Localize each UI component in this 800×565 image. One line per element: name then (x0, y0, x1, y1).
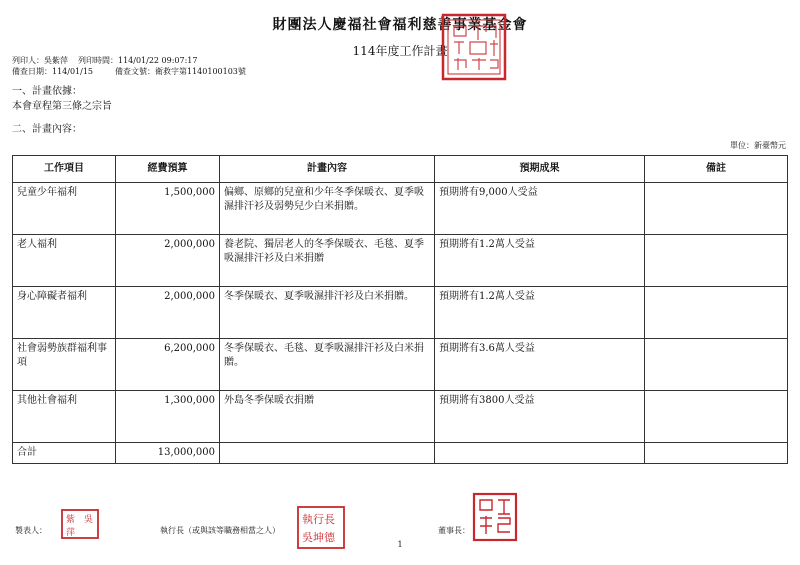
cell-note (645, 287, 788, 339)
cell-note (645, 235, 788, 287)
work-plan-table (12, 155, 788, 464)
cell-plan-content: 冬季保暖衣、夏季吸濕排汗衫及白米捐贈。 (220, 287, 435, 339)
cell-note (645, 339, 788, 391)
cell-plan-content: 外島冬季保暖衣捐贈 (220, 391, 435, 443)
table-row (13, 183, 788, 235)
cell-expected-result: 預期將有1.2萬人受益 (435, 235, 645, 287)
table-row (13, 287, 788, 339)
total-row (13, 443, 788, 464)
table-row (13, 391, 788, 443)
cell-plan-content: 冬季保暖衣、毛毯、夏季吸濕排汗衫及白米捐贈。 (220, 339, 435, 391)
org-title: 財團法人慶福社會福利慈善事業基金會 (272, 17, 528, 33)
cell-work-item: 老人福利 (13, 235, 116, 287)
cell-empty (435, 443, 645, 464)
preparer-label: 製表人： (15, 526, 47, 535)
cell-expected-result: 預期將有9,000人受益 (435, 183, 645, 235)
header-plan-content: 計畫內容 (220, 156, 435, 183)
table-row (13, 235, 788, 287)
svg-text:吳坤德: 吳坤德 (302, 531, 335, 544)
cell-plan-content: 養老院、獨居老人的冬季保暖衣、毛毯、夏季吸濕排汗衫及白米捐贈 (220, 235, 435, 287)
executive-label: 執行長（或與該等職務相當之人） (160, 526, 280, 535)
basis-text: 本會章程第三條之宗旨 (12, 101, 112, 112)
cell-empty (645, 443, 788, 464)
total-budget: 13,000,000 (116, 443, 220, 464)
cell-expected-result: 預期將有3.6萬人受益 (435, 339, 645, 391)
cell-budget: 1,500,000 (116, 183, 220, 235)
table-header-row (13, 156, 788, 183)
cell-budget: 1,300,000 (116, 391, 220, 443)
cell-expected-result: 預期將有1.2萬人受益 (435, 287, 645, 339)
chairman-seal (472, 492, 518, 542)
svg-text:紫: 紫 (66, 515, 76, 525)
cell-budget: 2,000,000 (116, 235, 220, 287)
svg-text:執行長: 執行長 (302, 513, 335, 526)
ack-date: 備查日期：114/01/15 (12, 67, 94, 76)
cell-work-item: 社會弱勢族群福利事項 (13, 339, 116, 391)
svg-text:萍: 萍 (66, 528, 76, 538)
header-expected-result: 預期成果 (435, 156, 645, 183)
currency-unit: 單位：新臺幣元 (730, 141, 786, 150)
cell-work-item: 其他社會福利 (13, 391, 116, 443)
cell-budget: 2,000,000 (116, 287, 220, 339)
basis-heading: 一、計畫依據： (12, 86, 82, 97)
total-label: 合計 (13, 443, 116, 464)
cell-note (645, 183, 788, 235)
organization-seal (440, 12, 510, 84)
table-row (13, 339, 788, 391)
preparer-seal (60, 508, 100, 540)
cell-work-item: 身心障礙者福利 (13, 287, 116, 339)
cell-empty (220, 443, 435, 464)
cell-plan-content: 偏鄉、原鄉的兒童和少年冬季保暖衣、夏季吸濕排汗衫及弱勢兒少白米捐贈。 (220, 183, 435, 235)
chairman-label: 董事長： (438, 526, 470, 535)
header-budget: 經費預算 (116, 156, 220, 183)
cell-expected-result: 預期將有3800人受益 (435, 391, 645, 443)
cell-budget: 6,200,000 (116, 339, 220, 391)
print-time: 列印時間：114/01/22 09:07:17 (78, 56, 198, 65)
content-heading: 二、計畫內容： (12, 124, 82, 135)
page-number: 1 (397, 540, 403, 549)
plan-title: 114年度工作計畫 (352, 44, 448, 58)
svg-text:吳: 吳 (84, 515, 94, 525)
header-note: 備註 (645, 156, 788, 183)
ack-doc-number: 備查文號：衛救字第1140100103號 (115, 67, 246, 76)
header-work-item: 工作項目 (13, 156, 116, 183)
cell-note (645, 391, 788, 443)
cell-work-item: 兒童少年福利 (13, 183, 116, 235)
printed-by: 列印人：吳紫萍 (12, 56, 68, 65)
